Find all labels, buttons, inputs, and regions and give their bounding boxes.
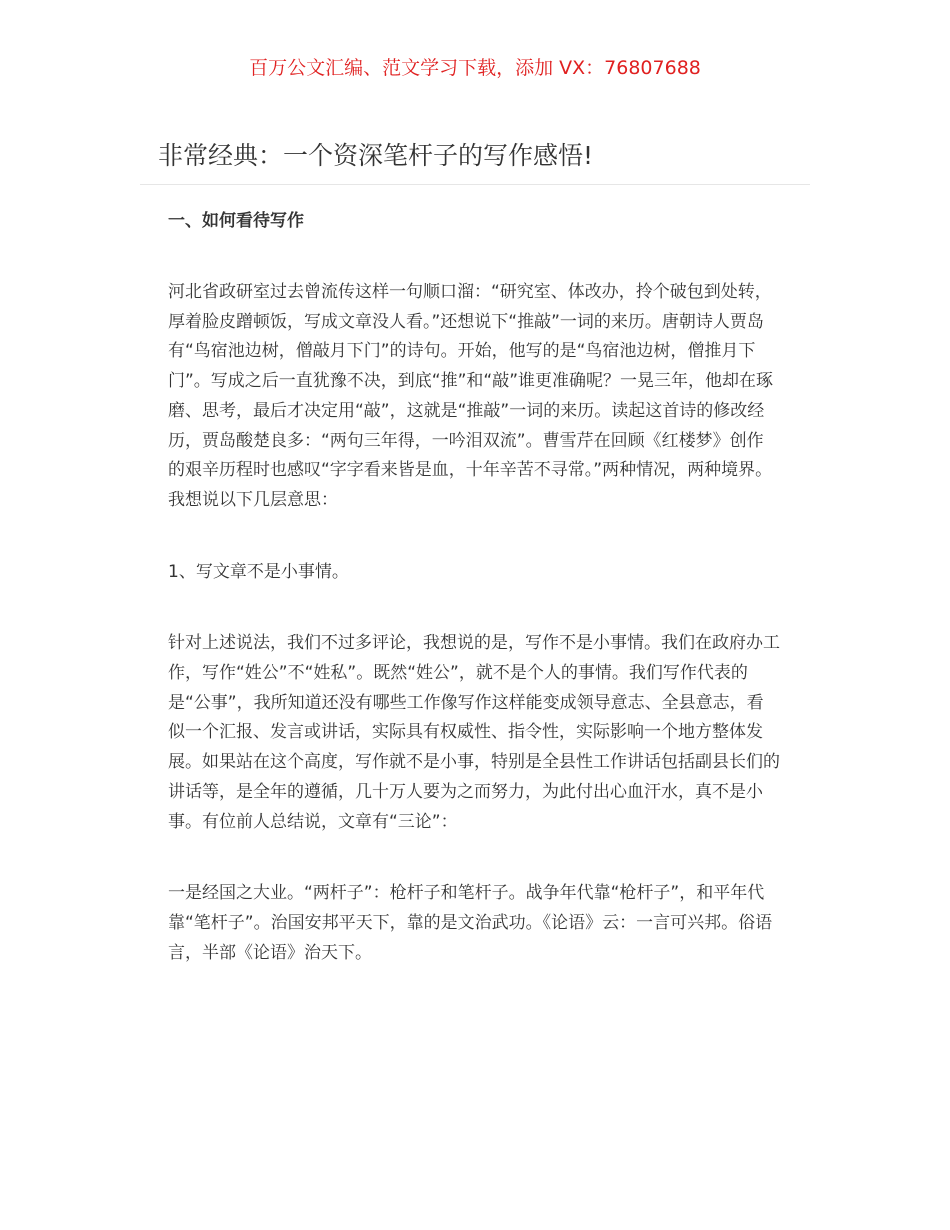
- paragraph-intro: 河北省政研室过去曾流传这样一句顺口溜：“研究室、体改办，拎个破包到处转，厚着脸皮蹭顿饭，写成文章没人看。”还想说下“推敲”一词的来历。唐朝诗人贾岛有“鸟宿池边树，僧敲月下门”的诗句。开始，他写的是“鸟宿池边树，僧推月下门”。写成之后一直犹豫不决，到底“推”和“敲”谁更准确呢？一晃三年，他却在琢磨、思考，最后才决定用“敲”，这就是“推敲”一词的来历。读起这首诗的修改经历，贾岛酸楚良多：“两句三年得，一吟泪双流”。曹雪芹在回顾《红楼梦》创作的艰辛历程时也感叹“字字看来皆是血，十年辛苦不寻常。”两种情况，两种境界。我想说以下几层意思：: [168, 282, 774, 510]
- header-banner: 百万公文汇编、范文学习下载，添加 VX：76807688: [249, 57, 701, 79]
- paragraph-discussion: 针对上述说法，我们不过多评论，我想说的是，写作不是小事情。我们在政府办工作，写作“姓公”不“姓私”。既然“姓公”，就不是个人的事情。我们写作代表的是“公事”，我所知道还没有哪些工作像写作这样能变成领导意志、全县意志，看似一个汇报、发言或讲话，实际具有权威性、指令性，实际影响一个地方整体发展。如果站在这个高度，写作就不是小事，特别是全县性工作讲话包括副县长们的讲话等，是全年的遵循，几十万人要为之而努力，为此付出心血汗水，真不是小事。有位前人总结说，文章有“三论”：: [168, 633, 780, 832]
- section-heading: 一、如何看待写作: [168, 211, 304, 231]
- title-divider: [140, 184, 810, 185]
- article-body: [168, 206, 780, 1010]
- page-title: 非常经典：一个资深笔杆子的写作感悟!: [158, 141, 594, 170]
- paragraph-theory-1: 一是经国之大业。“两杆子”：枪杆子和笔杆子。战争年代靠“枪杆子”，和平年代靠“笔杆子”。治国安邦平天下，靠的是文治武功。《论语》云：一言可兴邦。俗语言，半部《论语》治天下。: [168, 883, 773, 963]
- paragraph-point-1: 1、写文章不是小事情。: [168, 561, 349, 582]
